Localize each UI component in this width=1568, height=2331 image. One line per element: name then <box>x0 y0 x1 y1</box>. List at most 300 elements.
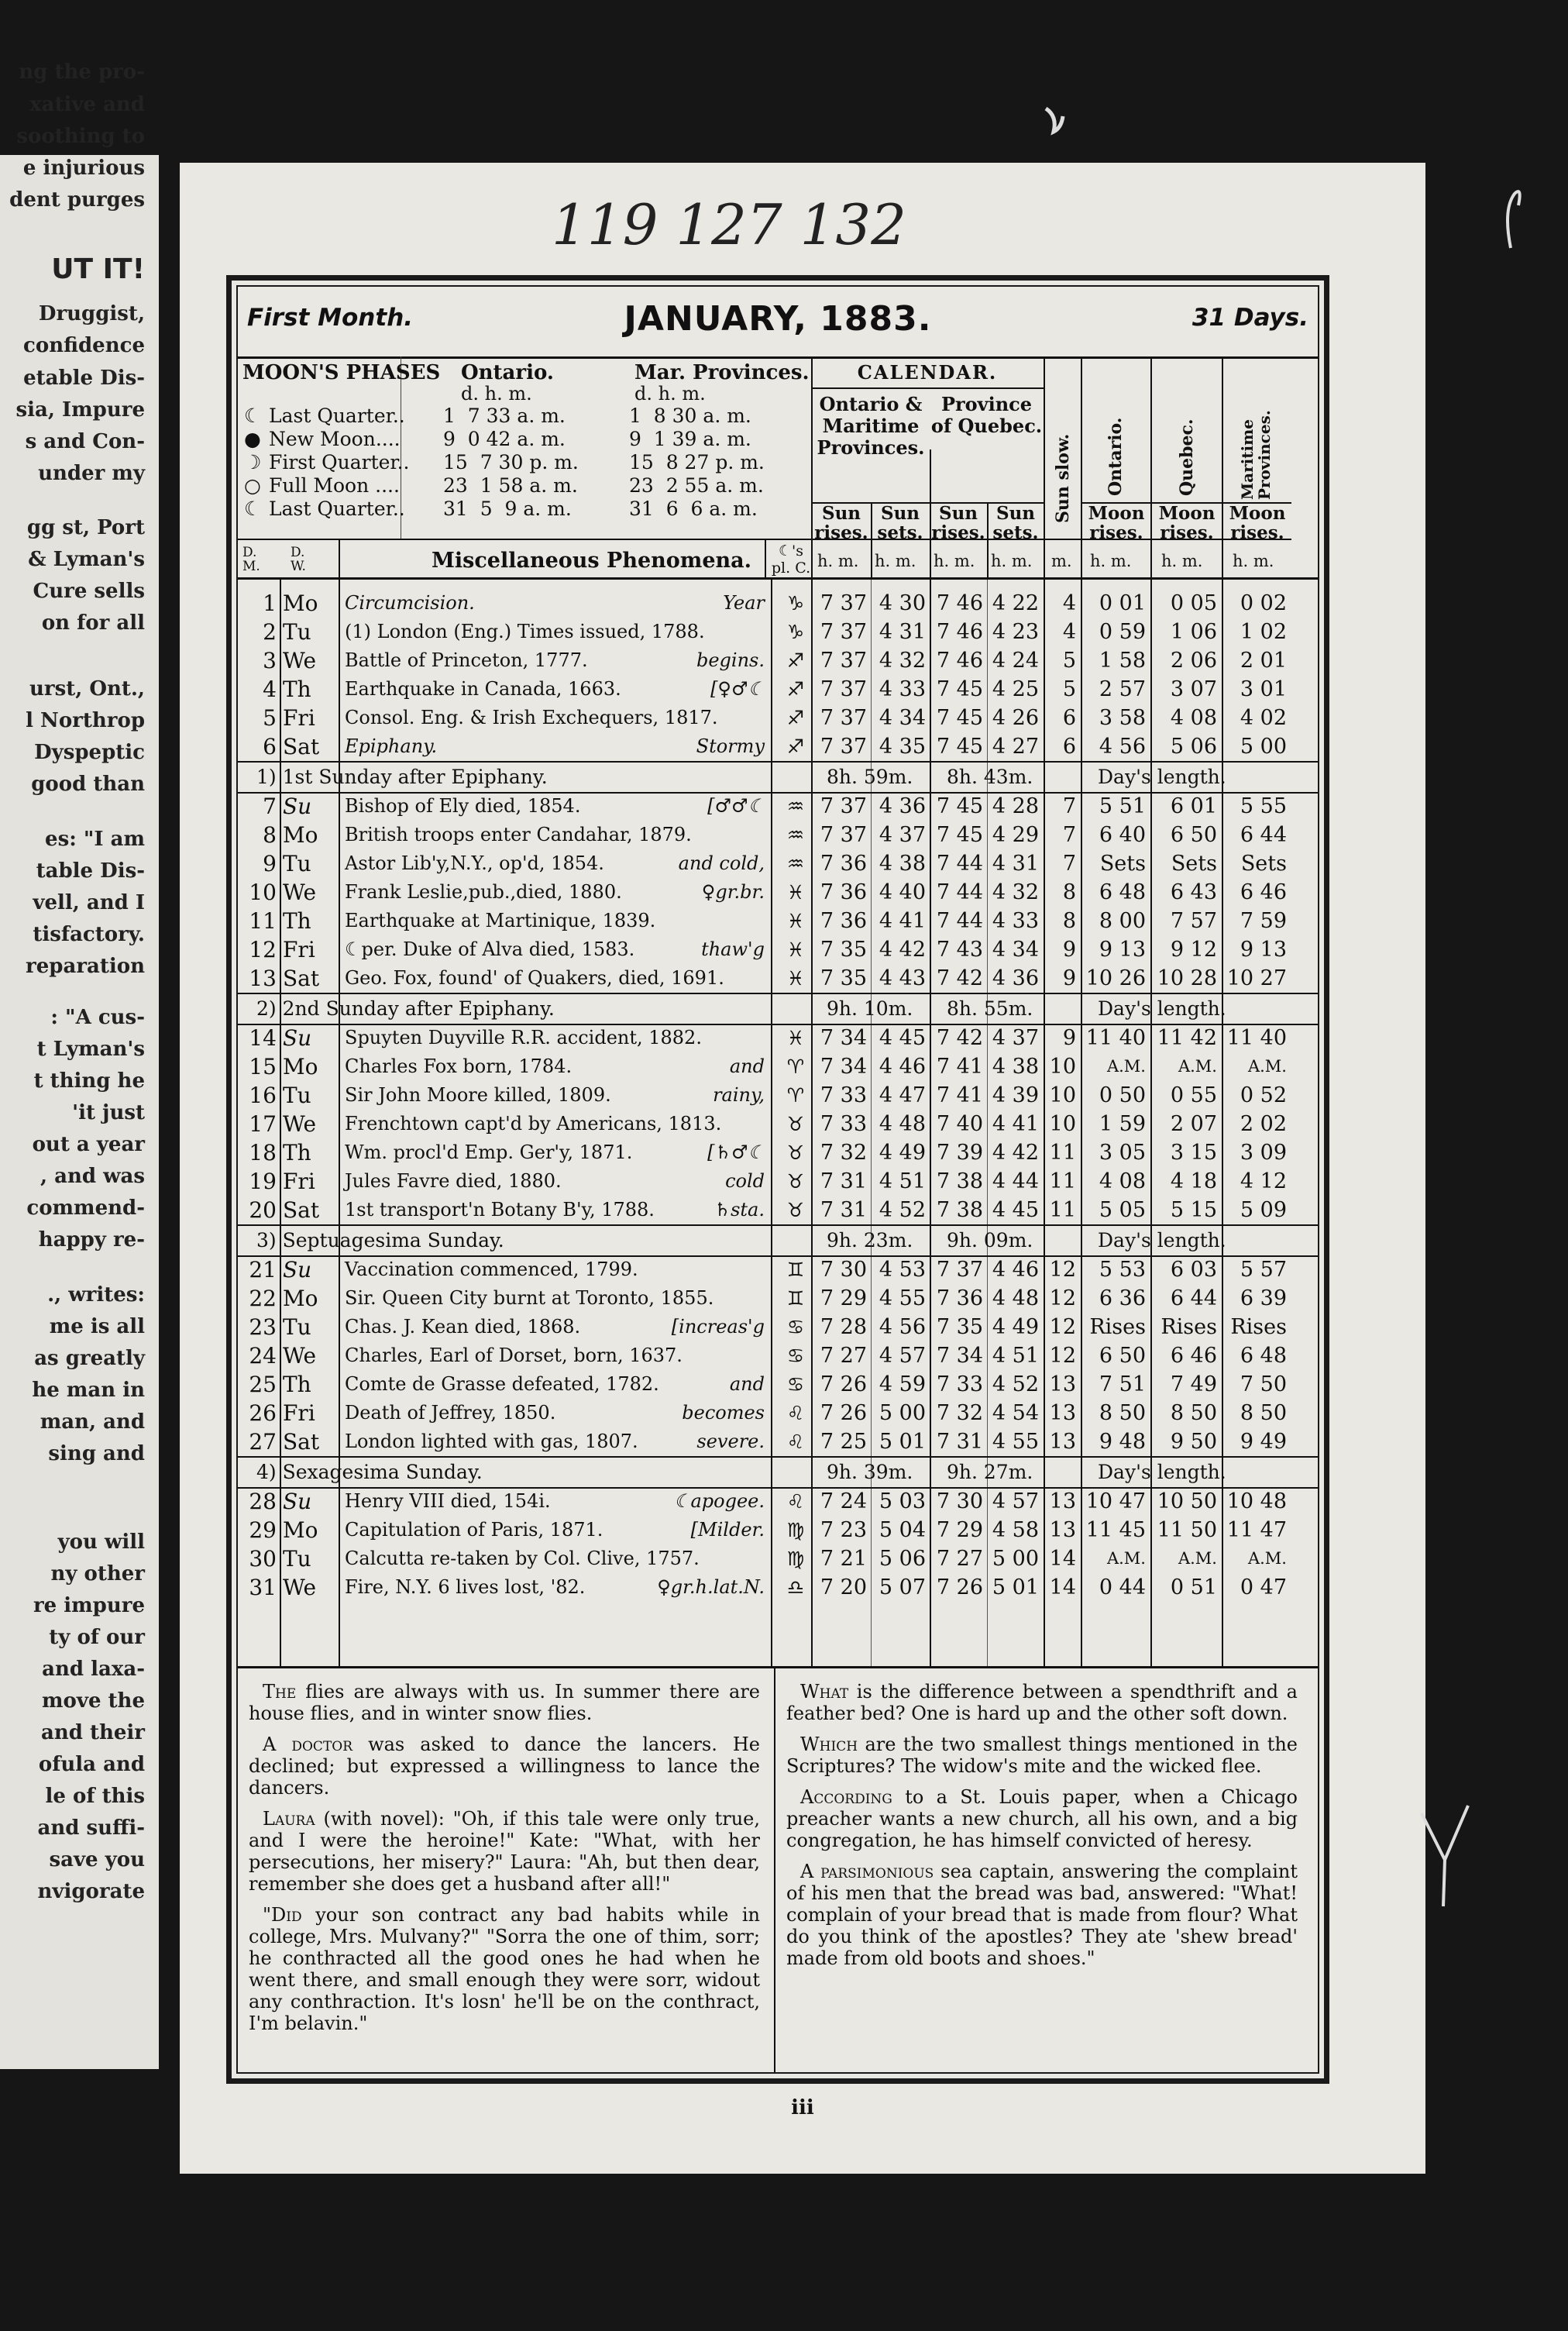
sun-rises-que: 7 45 <box>936 794 983 818</box>
moon-phase-ontario: 1 7 33 a. m. <box>443 405 566 427</box>
moon-rises-maritime: 8 50 <box>1240 1401 1287 1425</box>
day-of-month: 16 <box>249 1083 277 1108</box>
event-text <box>345 646 765 675</box>
moon-rises-quebec: 11 50 <box>1157 1518 1217 1542</box>
sun-sets-que: 4 39 <box>992 1083 1039 1107</box>
sun-rises-que: 7 39 <box>936 1141 983 1165</box>
day-of-week: Tu <box>283 619 311 645</box>
event-main: Geo. Fox, found' of Quakers, died, 1691. <box>345 967 724 989</box>
anecdote-paragraph <box>249 1808 760 1895</box>
event-main: Chas. J. Kean died, 1868. <box>345 1316 581 1338</box>
moon-rises-quebec: 2 06 <box>1170 649 1217 673</box>
prev-text-line: Dyspeptic <box>34 741 145 764</box>
zodiac-sign-icon: ♉ <box>786 1141 805 1164</box>
moon-rises-maritime: 4 12 <box>1240 1169 1287 1193</box>
event-text <box>345 792 765 821</box>
prev-text-line: under my <box>38 462 145 485</box>
day-row <box>238 589 1318 618</box>
day-of-week: Mo <box>283 1286 318 1311</box>
sun-slow: 10 <box>1049 1055 1076 1079</box>
sun-rises-ont: 7 31 <box>820 1198 867 1222</box>
sun-rises-que: 7 44 <box>936 852 983 876</box>
zodiac-sign-icon: ♎ <box>786 1576 805 1599</box>
moon-phase-ontario: 31 5 9 a. m. <box>443 498 572 520</box>
sun-sets-ont: 4 56 <box>879 1315 926 1339</box>
anecdotes-left-column <box>249 1681 760 2043</box>
prev-text-line: commend- <box>26 1196 145 1220</box>
hm-2: h. m. <box>875 552 916 570</box>
prev-text-line: , and was <box>40 1165 145 1188</box>
moon-rises-ontario: Sets <box>1099 852 1146 876</box>
event-text <box>345 1427 765 1456</box>
sun-sets-que: 4 24 <box>992 649 1039 673</box>
event-text <box>345 618 765 646</box>
event-main: ☾per. Duke of Alva died, 1583. <box>345 938 635 960</box>
sun-rises-que: 7 31 <box>936 1430 983 1454</box>
hm-3: h. m. <box>934 552 975 570</box>
moon-phase-maritime: 31 6 6 a. m. <box>629 498 758 520</box>
speck-mark <box>1038 101 1069 139</box>
sun-sets-ont: 5 06 <box>879 1547 926 1571</box>
day-of-month: 28 <box>249 1489 277 1514</box>
sun-sets-ont: 4 31 <box>879 620 926 644</box>
sun-slow: 7 <box>1062 852 1076 876</box>
day-of-week: Fri <box>283 1169 315 1194</box>
sun-sets-que: 4 26 <box>992 706 1039 730</box>
weather-note: ♄sta. <box>714 1199 765 1221</box>
moon-rises-ontario: 0 44 <box>1099 1575 1146 1599</box>
sun-rises-ont: 7 20 <box>820 1575 867 1599</box>
moon-phase-maritime: 15 8 27 p. m. <box>629 451 765 473</box>
hm-7: h. m. <box>1233 552 1274 570</box>
prev-text-line: ofula and <box>38 1753 145 1776</box>
event-main: Consol. Eng. & Irish Exchequers, 1817. <box>345 707 718 728</box>
sun-sets-ont: 4 38 <box>879 852 926 876</box>
dw-label: D. W. <box>291 545 306 574</box>
day-of-week: Fri <box>283 705 315 731</box>
moon-place-label: ☾'s pl. C. <box>771 542 811 577</box>
day-row <box>238 1081 1318 1110</box>
moon-rises-maritime: 6 48 <box>1240 1344 1287 1368</box>
prev-text-line: tisfactory. <box>33 923 145 946</box>
dm-label: D. M. <box>242 545 260 574</box>
almanac-page <box>180 163 1425 2174</box>
prev-text-line: he man in <box>32 1379 145 1402</box>
moon-rises-ontario: 5 05 <box>1099 1198 1146 1222</box>
anecdote-lead: The <box>263 1681 297 1703</box>
prev-text-line: on for all <box>41 611 145 635</box>
sun-sets-que: 4 57 <box>992 1489 1039 1513</box>
day-length-que: 8h. 43m. <box>947 766 1033 788</box>
zodiac-sign-icon: ♋ <box>786 1316 805 1338</box>
sunday-name: 4) Sexagesima Sunday. <box>256 1461 483 1483</box>
event-main: Earthquake at Martinique, 1839. <box>345 910 656 931</box>
day-of-month: 30 <box>249 1546 277 1572</box>
sun-rises-ont: 7 37 <box>820 735 867 759</box>
sun-rises-ont: 7 25 <box>820 1430 867 1454</box>
prev-text-line: me is all <box>49 1315 145 1338</box>
sunday-row <box>238 1224 1318 1257</box>
moon-rises-ontario: 11 45 <box>1085 1518 1146 1542</box>
prev-text-line: ny other <box>50 1562 145 1586</box>
moon-rises-maritime: 0 02 <box>1240 591 1287 615</box>
prev-text-line: vell, and I <box>33 891 145 914</box>
moon-rises-quebec: 7 49 <box>1170 1372 1217 1396</box>
moon-rises-quebec: Moon rises. <box>1158 503 1216 543</box>
sun-sets-que: 4 28 <box>992 794 1039 818</box>
sun-slow: 5 <box>1062 649 1076 673</box>
event-text <box>345 1341 765 1370</box>
day-row <box>238 1255 1318 1284</box>
sun-sets-ont: 4 37 <box>879 823 926 847</box>
day-of-week: Fri <box>283 937 315 962</box>
day-of-month: 14 <box>249 1025 277 1051</box>
moon-rises-ontario: Moon rises. <box>1088 503 1145 543</box>
moon-rises-quebec: 6 50 <box>1170 823 1217 847</box>
weather-note: [♂♂☾ <box>707 795 765 817</box>
sun-sets-que: 4 45 <box>992 1198 1039 1222</box>
sun-rises-2: Sun rises. <box>931 503 985 543</box>
prev-text-line: Druggist, <box>38 302 145 325</box>
misc-phenomena-label: Miscellaneous Phenomena. <box>432 549 752 573</box>
day-row <box>238 821 1318 849</box>
day-of-week: We <box>283 880 317 905</box>
m-slow: m. <box>1051 552 1072 570</box>
day-length-ont: 8h. 59m. <box>827 766 913 788</box>
moon-rises-maritime: Moon rises. <box>1229 503 1286 543</box>
day-row <box>238 1196 1318 1224</box>
day-row <box>238 878 1318 907</box>
sun-rises-que: 7 43 <box>936 938 983 962</box>
moon-rises-ontario: 3 05 <box>1099 1141 1146 1165</box>
event-main: Henry VIII died, 154i. <box>345 1490 551 1512</box>
sun-sets-que: 4 38 <box>992 1055 1039 1079</box>
prev-text-line: Cure sells <box>33 580 145 603</box>
calendar-label: CALENDAR. <box>857 361 998 384</box>
sun-rises-que: 7 36 <box>936 1286 983 1310</box>
event-main: Astor Lib'y,N.Y., op'd, 1854. <box>345 852 604 874</box>
page-number: iii <box>791 2096 814 2119</box>
sun-sets-que: 4 23 <box>992 620 1039 644</box>
moon-rises-ontario: 11 40 <box>1085 1026 1146 1050</box>
day-length-ont: 9h. 39m. <box>827 1461 913 1483</box>
event-main: Comte de Grasse defeated, 1782. <box>345 1373 659 1395</box>
sun-slow: 6 <box>1062 735 1076 759</box>
sun-rises-que: 7 46 <box>936 591 983 615</box>
prev-text-line: ty of our <box>49 1626 145 1649</box>
event-main: Capitulation of Paris, 1871. <box>345 1519 603 1541</box>
zodiac-sign-icon: ♍ <box>786 1519 805 1541</box>
event-text <box>345 1313 765 1341</box>
day-length-que: 9h. 27m. <box>947 1461 1033 1483</box>
moons-phases-label: MOON'S PHASES <box>242 361 441 384</box>
moon-rises-maritime: 4 02 <box>1240 706 1287 730</box>
weather-note: ♀gr.h.lat.N. <box>657 1576 765 1598</box>
sun-slow: 13 <box>1049 1372 1076 1396</box>
zodiac-sign-icon: ♒ <box>786 852 805 875</box>
day-length-que: 9h. 09m. <box>947 1229 1033 1252</box>
day-row <box>238 1544 1318 1573</box>
sun-slow: 8 <box>1062 909 1076 933</box>
prev-text-line: nvigorate <box>37 1880 145 1903</box>
anecdote-lead: What <box>800 1681 849 1703</box>
day-of-week: Th <box>283 908 311 934</box>
sun-rises-que: 7 29 <box>936 1518 983 1542</box>
prev-text-line: 'it just <box>72 1101 145 1124</box>
event-main: Bishop of Ely died, 1854. <box>345 795 581 817</box>
sun-rises-que: 7 41 <box>936 1055 983 1079</box>
sun-rises-que: 7 35 <box>936 1315 983 1339</box>
weather-note: rainy, <box>713 1084 765 1106</box>
moon-rises-ontario: 4 08 <box>1099 1169 1146 1193</box>
day-of-week: We <box>283 1111 317 1137</box>
prev-text-line: le of this <box>45 1785 145 1808</box>
sun-sets-ont: 4 48 <box>879 1112 926 1136</box>
day-of-month: 10 <box>249 880 277 905</box>
moon-rises-maritime: 9 13 <box>1240 938 1287 962</box>
sun-rises-que: 7 44 <box>936 909 983 933</box>
calendar-frame <box>226 275 1329 2084</box>
weather-note: and <box>729 1373 765 1395</box>
event-main: Sir John Moore killed, 1809. <box>345 1084 611 1106</box>
sun-slow: 11 <box>1049 1169 1076 1193</box>
dhm-ontario: d. h. m. <box>461 383 532 405</box>
sun-rises-que: 7 32 <box>936 1401 983 1425</box>
sun-sets-que: 4 27 <box>992 735 1039 759</box>
zodiac-sign-icon: ♌ <box>786 1402 805 1424</box>
prev-text-line: & Lyman's <box>28 548 145 571</box>
event-text <box>345 1255 765 1284</box>
day-length-label: Day's length. <box>1098 766 1226 788</box>
sun-sets-2: Sun sets. <box>992 503 1039 543</box>
zodiac-sign-icon: ♐ <box>786 649 805 672</box>
sun-rises-que: 7 45 <box>936 823 983 847</box>
moon-phase-maritime: 9 1 39 a. m. <box>629 428 751 450</box>
anecdote-lead: Laura <box>263 1808 315 1830</box>
moon-rises-ontario: A.M. <box>1106 1549 1146 1568</box>
day-of-week: Sat <box>283 966 320 991</box>
weather-note: cold <box>725 1170 765 1192</box>
anecdote-text: was asked to dance the lancers. He declined; but expressed a willingness to lance the dancers. <box>249 1734 760 1799</box>
sun-sets-ont: 4 55 <box>879 1286 926 1310</box>
moon-rises-ontario: 9 13 <box>1099 938 1146 962</box>
prev-text-line: gg st, Port <box>26 516 145 539</box>
moon-rises-quebec: 4 08 <box>1170 706 1217 730</box>
day-of-month: 4 <box>263 677 277 702</box>
sun-rises-que: 7 26 <box>936 1575 983 1599</box>
sunday-row <box>238 761 1318 794</box>
anecdote-lead: "Did <box>263 1904 302 1926</box>
moon-rises-quebec: 6 03 <box>1170 1258 1217 1282</box>
sun-slow: 13 <box>1049 1430 1076 1454</box>
day-of-month: 1 <box>263 590 277 616</box>
day-of-week: Su <box>283 1489 312 1514</box>
prev-text-line: out a year <box>32 1133 145 1156</box>
zodiac-sign-icon: ♉ <box>786 1199 805 1221</box>
moon-rises-ontario: 10 26 <box>1085 966 1146 990</box>
moon-phase-maritime: 23 2 55 a. m. <box>629 474 764 497</box>
day-of-week: Sat <box>283 1429 320 1455</box>
event-main: Circumcision. <box>345 592 475 614</box>
moon-rises-maritime: Rises <box>1230 1315 1287 1339</box>
weather-note: severe. <box>696 1431 765 1452</box>
sun-sets-ont: 4 32 <box>879 649 926 673</box>
moon-rises-ontario: 6 36 <box>1099 1286 1146 1310</box>
prev-text-line: l Northrop <box>26 709 145 732</box>
sun-slow: 11 <box>1049 1141 1076 1165</box>
sun-sets-ont: 4 35 <box>879 735 926 759</box>
moon-rises-maritime: 10 27 <box>1226 966 1287 990</box>
sun-sets-que: 4 33 <box>992 909 1039 933</box>
sun-sets-que: 4 54 <box>992 1401 1039 1425</box>
event-text <box>345 1487 765 1516</box>
moon-phase-name: Last Quarter.. <box>269 498 405 520</box>
sun-rises-ont: 7 35 <box>820 938 867 962</box>
weather-note: [♄♂☾ <box>707 1141 765 1163</box>
moon-rises-quebec: Rises <box>1161 1315 1217 1339</box>
moon-rises-quebec: 7 57 <box>1170 909 1217 933</box>
sun-rises-ont: 7 21 <box>820 1547 867 1571</box>
event-text <box>345 1167 765 1196</box>
event-main: Vaccination commenced, 1799. <box>345 1258 638 1280</box>
moon-rises-ontario: 0 50 <box>1099 1083 1146 1107</box>
prev-text-line: sia, Impure <box>15 398 145 422</box>
day-of-week: Tu <box>283 1546 311 1572</box>
anecdote-text: are the two smallest things mentioned in the Scriptures? The widow's mite and the wicked flee. <box>786 1734 1298 1777</box>
moon-rises-ontario: 5 53 <box>1099 1258 1146 1282</box>
moon-rises-quebec: 11 42 <box>1157 1026 1217 1050</box>
sunday-name: 2) 2nd Sunday after Epiphany. <box>256 997 555 1020</box>
prev-text-line: : "A cus- <box>50 1006 145 1029</box>
weather-note: ☾apogee. <box>673 1490 765 1512</box>
prev-text-line: e injurious <box>22 157 145 180</box>
sun-rises-que: 7 46 <box>936 649 983 673</box>
zodiac-sign-icon: ♓ <box>786 1027 805 1049</box>
day-length-ont: 9h. 23m. <box>827 1229 913 1252</box>
day-of-week: We <box>283 1575 317 1600</box>
day-of-month: 22 <box>249 1286 277 1311</box>
day-of-month: 11 <box>249 908 277 934</box>
moon-rises-maritime: 6 46 <box>1240 880 1287 904</box>
sun-rises-ont: 7 37 <box>820 591 867 615</box>
sun-sets-ont: 4 49 <box>879 1141 926 1165</box>
prev-text-line: dent purges <box>9 188 145 212</box>
sun-sets-que: 5 01 <box>992 1575 1039 1599</box>
anecdote-paragraph <box>249 1734 760 1799</box>
zodiac-sign-icon: ♋ <box>786 1345 805 1367</box>
moon-rises-quebec: 9 12 <box>1170 938 1217 962</box>
event-main: Frenchtown capt'd by Americans, 1813. <box>345 1113 722 1135</box>
day-of-month: 29 <box>249 1517 277 1543</box>
sun-sets-ont: 4 36 <box>879 794 926 818</box>
moon-phase-ontario: 23 1 58 a. m. <box>443 474 578 497</box>
sun-sets-que: 5 00 <box>992 1547 1039 1571</box>
day-row <box>238 935 1318 964</box>
day-of-week: Tu <box>283 1314 311 1340</box>
sun-sets-que: 4 48 <box>992 1286 1039 1310</box>
moon-phase-row <box>238 474 811 498</box>
day-of-week: Su <box>283 1257 312 1283</box>
day-row <box>238 1052 1318 1081</box>
sun-slow: 6 <box>1062 706 1076 730</box>
sun-sets-que: 4 36 <box>992 966 1039 990</box>
sunday-row <box>238 1456 1318 1489</box>
sun-rises-ont: 7 37 <box>820 823 867 847</box>
prev-text-line: table Dis- <box>36 859 145 883</box>
event-main: British troops enter Candahar, 1879. <box>345 824 692 845</box>
event-text <box>345 1516 765 1544</box>
moon-rises-quebec: 4 18 <box>1170 1169 1217 1193</box>
moon-rises-maritime: 2 01 <box>1240 649 1287 673</box>
day-of-month: 5 <box>263 705 277 731</box>
day-row <box>238 1313 1318 1341</box>
zodiac-sign-icon: ♓ <box>786 938 805 961</box>
sun-sets-ont: 4 33 <box>879 677 926 701</box>
ontario-label: Ontario. <box>461 361 554 384</box>
moon-rises-maritime: 3 01 <box>1240 677 1287 701</box>
moon-rises-ontario: 0 59 <box>1099 620 1146 644</box>
day-row <box>238 849 1318 878</box>
zodiac-sign-icon: ♑ <box>786 592 805 615</box>
dhm-mar: d. h. m. <box>634 383 706 405</box>
table-header <box>238 356 1318 577</box>
day-of-month: 17 <box>249 1111 277 1137</box>
sun-rises-que: 7 40 <box>936 1112 983 1136</box>
event-text <box>345 907 765 935</box>
prev-text-line: es: "I am <box>45 828 145 851</box>
moon-phase-row <box>238 498 811 521</box>
prev-text-line: happy re- <box>38 1228 145 1252</box>
day-row <box>238 907 1318 935</box>
sun-sets-ont: 4 40 <box>879 880 926 904</box>
margin-scribble <box>1414 1798 1484 1914</box>
sun-rises-que: 7 37 <box>936 1258 983 1282</box>
moon-rises-quebec: 5 06 <box>1170 735 1217 759</box>
zodiac-sign-icon: ♑ <box>786 621 805 643</box>
day-of-month: 21 <box>249 1257 277 1283</box>
sun-sets-ont: 4 45 <box>879 1026 926 1050</box>
sun-rises-ont: 7 31 <box>820 1169 867 1193</box>
moon-rises-quebec: Sets <box>1171 852 1217 876</box>
moon-rises-quebec: 8 50 <box>1170 1401 1217 1425</box>
moon-rises-maritime: 5 57 <box>1240 1258 1287 1282</box>
moon-rises-quebec: A.M. <box>1178 1549 1217 1568</box>
moon-rises-maritime: 7 59 <box>1240 909 1287 933</box>
sun-sets-que: 4 46 <box>992 1258 1039 1282</box>
zodiac-sign-icon: ♓ <box>786 881 805 904</box>
sun-sets-ont: 4 30 <box>879 591 926 615</box>
sun-rises-ont: 7 30 <box>820 1258 867 1282</box>
day-row <box>238 1284 1318 1313</box>
day-row <box>238 646 1318 675</box>
day-row <box>238 1167 1318 1196</box>
moon-rises-quebec: 0 05 <box>1170 591 1217 615</box>
event-text <box>345 1081 765 1110</box>
moon-rises-quebec: 6 01 <box>1170 794 1217 818</box>
sun-rises-ont: 7 23 <box>820 1518 867 1542</box>
anecdote-lead: A parsimonious <box>800 1861 934 1882</box>
day-of-month: 24 <box>249 1343 277 1369</box>
event-text <box>345 1399 765 1427</box>
day-row <box>238 675 1318 704</box>
zodiac-sign-icon: ♌ <box>786 1431 805 1453</box>
prev-text-line: reparation <box>26 955 145 978</box>
day-of-week: Th <box>283 677 311 702</box>
day-row <box>238 1024 1318 1052</box>
day-length-label: Day's length. <box>1098 997 1226 1020</box>
sun-slow: 13 <box>1049 1489 1076 1513</box>
prev-text-line: etable Dis- <box>23 367 145 390</box>
